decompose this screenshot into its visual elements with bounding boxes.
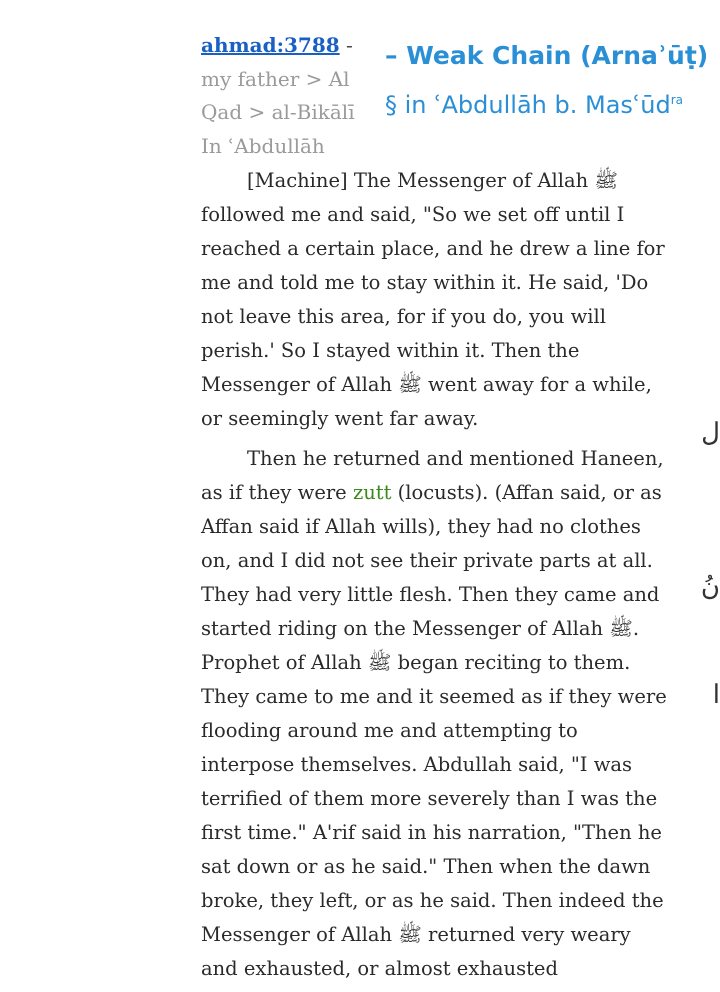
hadith-translation (201, 164, 671, 992)
paragraph-2-text-c: . Prophet of Allah (201, 617, 640, 674)
reference-dash: - (339, 33, 353, 57)
salawat-glyph: ﷺ (398, 373, 422, 396)
paragraph-1-text-b: followed me and said, "So we set off until I reached a certain place, and he drew a line for me and told me to stay within it. He said, 'Do not leave this area, for if you do, you will perish.' So I stayed within it. Then the Messenger of Allah (201, 203, 665, 396)
honorific-mark: ra (670, 93, 684, 107)
arabic-edge-3: ا (712, 680, 720, 710)
salawat-glyph: ﷺ (367, 651, 392, 674)
reference-line-2: my father > Al (201, 66, 350, 91)
paragraph-1 (201, 164, 671, 436)
arabic-edge-1: ل (701, 418, 720, 448)
reference-line-4: In ʿAbdullāh (201, 133, 325, 158)
salawat-glyph: ﷺ (398, 923, 422, 946)
paragraph-2-text-d: began reciting to them. They came to me and it seemed as if they were flooding around me and attempting to interpose themselves. Abdullah said, "I was terrified of them more severely than I was the first time." A'rif said in his narration, "Then he sat down or as he said." Then when the dawn broke, they left, or as he said. Then indeed the Messenger of Allah (201, 651, 667, 946)
paragraph-2-text-a: Then he returned and mentioned Haneen, as if they were (201, 447, 664, 504)
reference-line-1 (201, 29, 353, 63)
salawat-glyph: ﷺ (609, 617, 633, 640)
hadith-reference (201, 29, 355, 163)
highlighted-term[interactable]: zutt (352, 481, 392, 504)
salawat-glyph: ﷺ (594, 169, 618, 192)
grade-companion (385, 78, 695, 127)
paragraph-2-text-b: (locusts). (Affan said, or as Affan said if Allah wills), they had no clothes on, and I did not see their private parts at all. They had very little flesh. Then they came and started riding on the Messenger of Allah (201, 481, 662, 640)
paragraph-2 (201, 442, 671, 986)
hadith-reference-link[interactable]: ahmad:3788 (201, 33, 340, 57)
paragraph-2-text-e: returned very weary and exhausted, or almost exhausted (201, 923, 631, 980)
grade-companion-text: § in ʿAbdullāh b. Masʿūd (385, 91, 671, 119)
paragraph-1-text-c: went away for a while, or seemingly went far away. (201, 373, 652, 430)
reference-line-3: Qad > al-Bikālī (201, 100, 355, 124)
paragraph-1-text-a: [Machine] The Messenger of Allah (247, 169, 595, 192)
grade-title: – Weak Chain (Arnaʾūṭ) (385, 41, 709, 70)
grade-tooltip (385, 34, 709, 127)
arabic-edge-2: نُ (700, 572, 720, 602)
